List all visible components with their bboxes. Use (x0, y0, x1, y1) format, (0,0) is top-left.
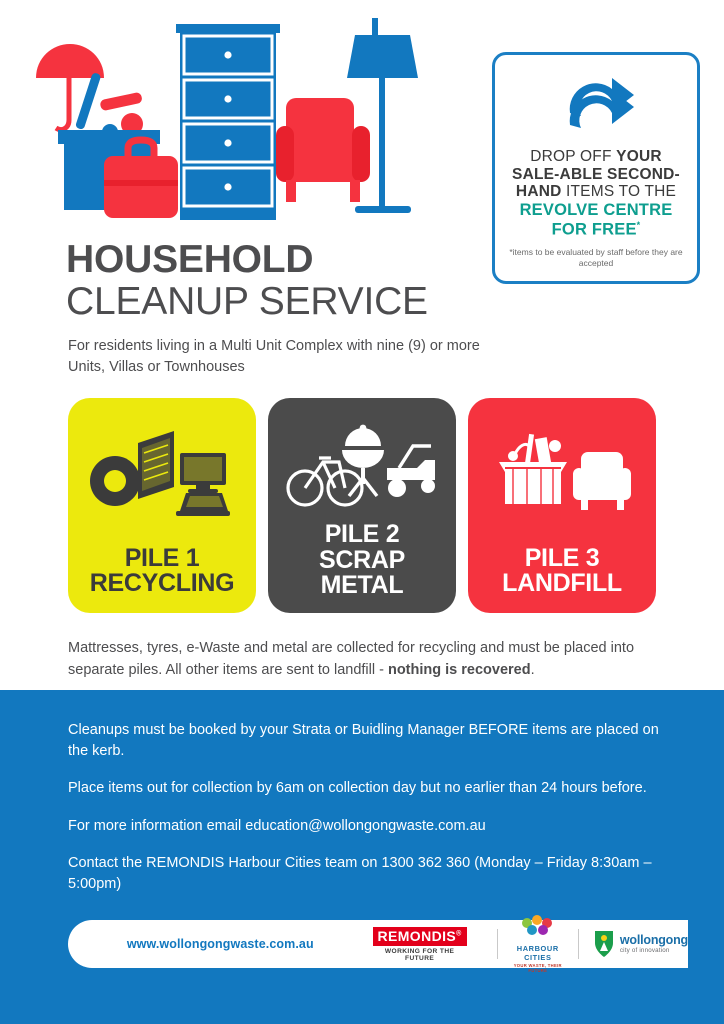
wollongong-crest-icon (593, 929, 615, 959)
recycle-arrows-icon (550, 67, 642, 141)
revolve-line3-bold: HAND (515, 183, 562, 201)
page-subtitle: For residents living in a Multi Unit Complex with nine (9) or more Units, Villas or Townhouses (68, 338, 480, 376)
title-line-1: HOUSEHOLD (66, 238, 314, 281)
revolve-centre-label: REVOLVE CENTRE (519, 200, 673, 219)
info-paragraph-contact: Contact the REMONDIS Harbour Cities team on 1300 362 360 (Monday – Friday 8:30am – 5:00pm) (68, 855, 652, 892)
pile-2-label-line2: SCRAP (318, 545, 405, 574)
pile-3-label-line2: LANDFILL (502, 569, 622, 598)
wollongong-tagline: city of innovation (619, 947, 670, 955)
dresser-icon (176, 24, 280, 220)
revolve-green-block (495, 201, 697, 239)
remondis-logo (373, 927, 483, 962)
harbour-cities-emblem-icon (517, 915, 559, 937)
pile-card-recycling (68, 398, 256, 613)
pile-card-scrap-metal (268, 398, 456, 613)
info-panel (0, 690, 724, 1024)
logo-divider-1 (497, 929, 498, 959)
pile-3-artwork (468, 412, 656, 532)
mattress-icon (138, 431, 174, 499)
harbour-cities-logo (511, 915, 564, 973)
pile-1-label-line1: PILE 1 (124, 543, 200, 572)
laptop-icon (176, 493, 230, 516)
info-panel-body (0, 690, 724, 894)
recycling-items-icon (82, 417, 242, 527)
harbour-cities-name: HARBOUR CITIES (516, 944, 559, 962)
revolve-centre-callout (492, 52, 700, 284)
asterisk-marker: * (636, 219, 641, 230)
footer-logos (373, 920, 689, 973)
pile-2-label-line1: PILE 2 (324, 519, 400, 548)
revolve-line3-plain: ITEMS TO THE (561, 183, 677, 201)
recycling-note (68, 638, 668, 682)
pile-2-artwork (268, 412, 456, 532)
recycling-note-part1: Mattresses, tyres, e-Waste and metal are collected for recycling and must be placed into separate piles. All other items are sent to landfill - (68, 640, 635, 678)
wollongong-logo (593, 929, 688, 959)
remondis-wordmark (373, 927, 467, 946)
page-title (66, 240, 428, 322)
tv-icon (180, 453, 226, 493)
recycling-note-part2: . (530, 661, 535, 678)
revolve-free-label: FOR FREE (551, 220, 637, 239)
title-line-2: CLEANUP SERVICE (66, 280, 428, 324)
revolve-text-block (495, 148, 697, 201)
pile-2-label (268, 519, 456, 600)
pile-cards (68, 398, 658, 613)
lawnmower-icon (387, 446, 435, 497)
revolve-footnote: *items to be evaluated by staff before they are accepted (509, 247, 683, 269)
pile-2-label-line3: METAL (320, 571, 404, 600)
info-paragraph-email: For more information email education@wollongongwaste.com.au (68, 817, 486, 834)
scrap-metal-items-icon (279, 416, 445, 528)
household-items-illustration (0, 0, 470, 236)
info-paragraph-booking: Cleanups must be booked by your Strata or Buidling Manager BEFORE items are placed on the kerb. (68, 722, 659, 759)
pile-1-artwork (68, 412, 256, 532)
revolve-line1-bold: YOUR (616, 148, 662, 165)
pile-3-label (468, 543, 656, 598)
recycling-note-bold: nothing is recovered (387, 661, 531, 678)
remondis-tagline: WORKING FOR THE FUTURE (384, 947, 455, 962)
box-of-junk-icon (499, 434, 567, 504)
armchair-icon (573, 452, 631, 510)
pile-1-label-line2: RECYCLING (89, 569, 235, 598)
harbour-cities-tagline: YOUR WASTE, THEIR FUTURE (513, 963, 562, 973)
tyre-icon (90, 456, 140, 506)
remondis-name: REMONDIS (377, 927, 457, 944)
wollongong-name: wollongong (619, 932, 688, 947)
info-paragraph-placement: Place items out for collection by 6am on collection day but no earlier than 24 hours before. (68, 780, 647, 797)
armchair-icon (276, 98, 370, 202)
bicycle-icon (288, 458, 362, 505)
website-link[interactable]: www.wollongongwaste.com.au (126, 937, 314, 951)
logo-divider-2 (578, 929, 579, 959)
revolve-line1-plain: DROP OFF (530, 148, 617, 165)
pile-3-label-line1: PILE 3 (524, 543, 600, 572)
footer-bar (68, 920, 688, 973)
pile-card-landfill (468, 398, 656, 613)
wollongong-wordmark (620, 934, 688, 955)
pile-1-label (68, 543, 256, 598)
remondis-registered-icon: ® (456, 929, 462, 937)
landfill-items-icon (479, 416, 645, 528)
revolve-line2-bold: SALE-ABLE SECOND- (512, 165, 680, 183)
